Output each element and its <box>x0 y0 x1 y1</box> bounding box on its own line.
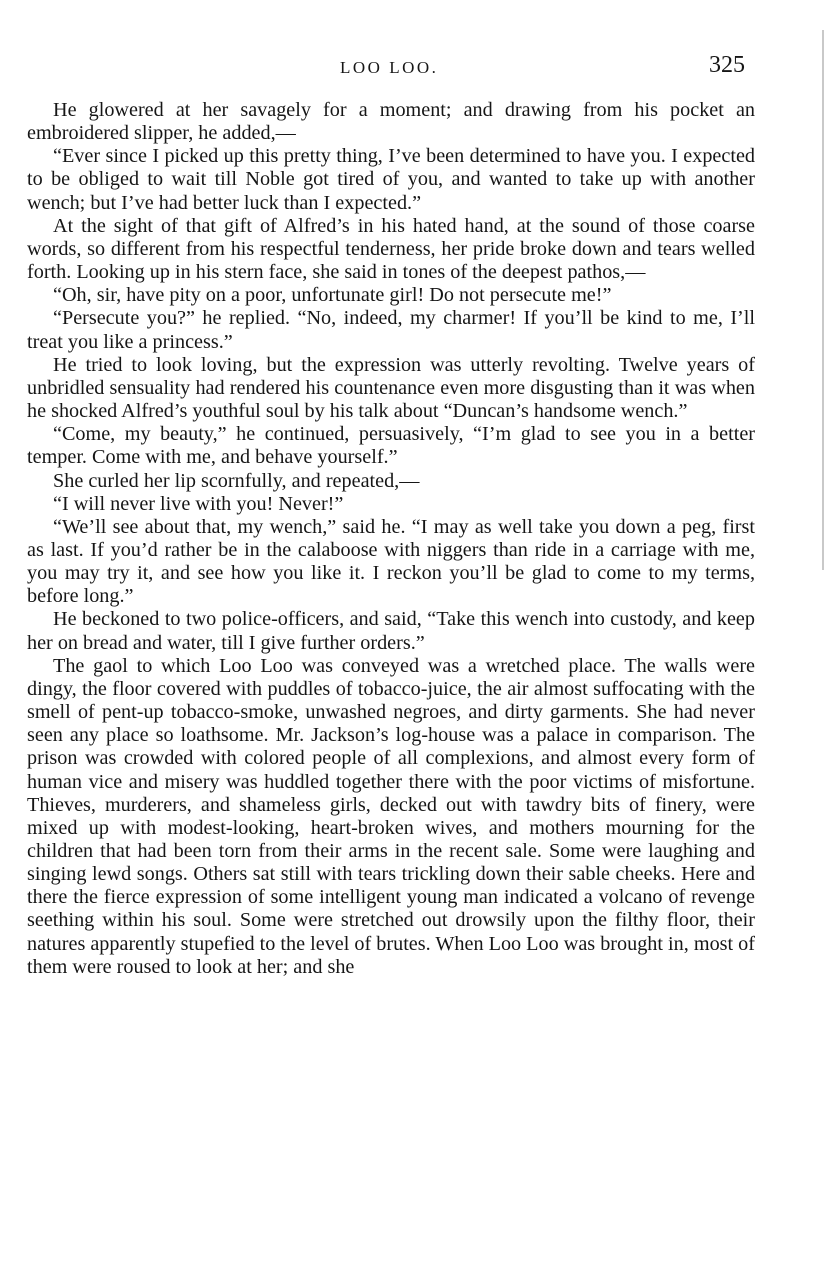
paragraph: “Come, my beauty,” he continued, persuasively, “I’m glad to see you in a better temper. Come with me, and behave yourself.” <box>27 423 755 469</box>
running-head-title: LOO LOO. <box>340 58 439 77</box>
running-head <box>0 52 827 86</box>
paragraph: He tried to look loving, but the expression was utterly revolting. Twelve years of unbridled sensuality had rendered his countenance even more disgusting than it was when he shocked Alfred’s youthful soul by his talk about “Duncan’s handsome wench.” <box>27 353 755 423</box>
paragraph: He beckoned to two police-officers, and said, “Take this wench into custody, and keep her on bread and water, till I give further orders.” <box>27 608 755 654</box>
paragraph: He glowered at her savagely for a moment; and drawing from his pocket an embroidered slipper, he added,— <box>27 99 755 145</box>
page-number: 325 <box>709 52 745 78</box>
paragraph: At the sight of that gift of Alfred’s in his hated hand, at the sound of those coarse words, so different from his respectful tenderness, her pride broke down and tears welled forth. Looking up in his stern face, she said in tones of the deepest pathos,— <box>27 214 755 284</box>
paragraph: “We’ll see about that, my wench,” said he. “I may as well take you down a peg, first as last. If you’d rather be in the calaboose with niggers than ride in a carriage with me, you may try it, and see how you like it. I reckon you’ll be glad to come to my terms, before long.” <box>27 515 755 608</box>
page-edge-shadow <box>822 30 824 570</box>
paragraph: “I will never live with you! Never!” <box>53 492 344 515</box>
paragraph: The gaol to which Loo Loo was conveyed was a wretched place. The walls were dingy, the floor covered with puddles of tobacco-juice, the air almost suffocating with the smell of pent-up tobacco-smoke, unwashed negroes, and dirty garments. She had never seen any place so loathsome. Mr. Jackson’s log-house was a palace in comparison. The prison was crowded with colored people of all complexions, and almost every form of human vice and misery was huddled together there with the poor victims of misfortune. Thieves, murderers, and shameless girls, decked out with tawdry bits of finery, were mixed up with modest-looking, heart-broken wives, and mothers mourning for the children that had been torn from their arms in the recent sale. Some were laughing and singing lewd songs. Others sat still with tears trickling down their sable cheeks. Here and there the fierce expression of some intelligent young man indicated a volcano of revenge seething within his soul. Some were stretched out drowsily upon the filthy floor, their natures apparently stupefied to the level of brutes. When Loo Loo was brought in, most of them were roused to look at her; and she <box>27 654 755 978</box>
body-text <box>27 99 755 979</box>
paragraph: “Persecute you?” he replied. “No, indeed, my charmer! If you’ll be kind to me, I’ll treat you like a princess.” <box>27 307 755 353</box>
paragraph: “Oh, sir, have pity on a poor, unfortunate girl! Do not persecute me!” <box>53 284 612 307</box>
paragraph: “Ever since I picked up this pretty thing, I’ve been determined to have you. I expected to be obliged to wait till Noble got tired of you, and wanted to take up with another wench; but I’ve had better luck than I expected.” <box>27 145 755 214</box>
paragraph: She curled her lip scornfully, and repeated,— <box>53 469 420 492</box>
